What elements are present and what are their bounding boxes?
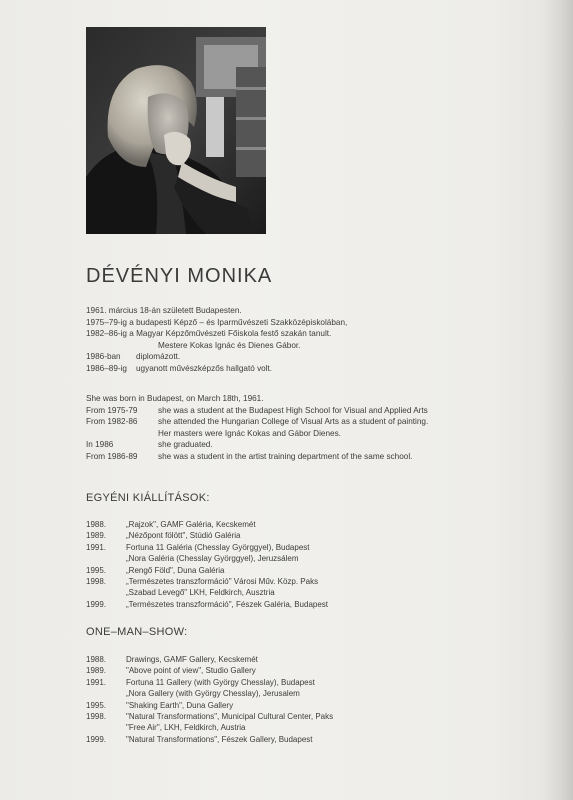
exhibition-text: „Rengő Föld", Duna Galéria: [126, 565, 225, 575]
exhibition-year: 1988.: [86, 520, 107, 529]
exhibition-year: 1988.: [86, 655, 107, 664]
exhibitions-hungarian-list: [86, 519, 328, 610]
list-item: [86, 599, 328, 610]
bio-row: [86, 439, 428, 451]
list-item: [86, 542, 328, 553]
bio-row: [86, 351, 347, 363]
list-item: [86, 722, 333, 733]
bio-text: Mestere Kokas Ignác és Dienes Gábor.: [158, 340, 301, 350]
list-item: [86, 711, 333, 722]
bio-row: [86, 428, 428, 440]
exhibitions-hungarian-heading: EGYÉNI KIÁLLÍTÁSOK:: [86, 492, 210, 504]
exhibition-text: Fortuna 11 Galéria (Chesslay Györggyel), Budapest: [126, 542, 310, 552]
exhibition-text: „Természetes transzformáció" Városi Műv. Közp. Paks: [126, 577, 319, 587]
exhibition-text: „Nézőpont fölött", Stúdió Galéria: [126, 531, 241, 541]
exhibition-text: "Free Air", LKH, Feldkirch, Austria: [126, 723, 246, 733]
exhibition-year: 1989.: [86, 531, 107, 541]
exhibitions-english-list: [86, 654, 333, 745]
exhibition-text: "Natural Transformations", Municipal Cultural Center, Paks: [126, 712, 334, 722]
bio-year: 1986–89-ig: [86, 363, 127, 373]
exhibition-text: „Nora Galéria (Chesslay Györggyel), Jeruzsálem: [126, 554, 299, 564]
bio-year: From 1975-79: [86, 405, 138, 415]
exhibition-year: 1995.: [86, 565, 107, 575]
exhibition-text: „Nora Gallery (with György Chesslay), Jerusalem: [126, 689, 300, 699]
exhibition-year: [86, 553, 126, 564]
bio-year: From 1986-89: [86, 451, 138, 461]
bio-text: 1975–79-ig a budapesti Képző – és Iparművészeti Szakközépiskolában,: [86, 317, 348, 327]
bio-text: 1961. március 18-án született Budapesten.: [86, 306, 242, 315]
bio-row: [86, 363, 347, 375]
exhibition-text: Fortuna 11 Gallery (with György Chesslay), Budapest: [126, 677, 315, 687]
bio-year: 1986-ban: [86, 352, 121, 362]
list-item: [86, 565, 328, 576]
exhibition-text: "Above point of view", Studio Gallery: [126, 666, 256, 676]
list-item: [86, 530, 328, 541]
bio-row: [86, 317, 347, 329]
bio-text: she graduated.: [158, 440, 213, 450]
bio-year: In 1986: [86, 440, 114, 450]
bio-row: [86, 451, 428, 463]
exhibition-year: 1991.: [86, 677, 107, 687]
exhibition-year: 1991.: [86, 542, 107, 552]
bio-text: Her masters were Ignác Kokas and Gábor Dienes.: [158, 428, 341, 438]
list-item: [86, 519, 328, 530]
list-item: [86, 654, 333, 665]
exhibition-year: [86, 587, 126, 598]
list-item: [86, 700, 333, 711]
bio-row: [86, 340, 347, 352]
page-spine-shadow: [543, 0, 573, 800]
exhibition-year: [86, 688, 126, 699]
bio-text: she was a student in the artist training department of the same school.: [158, 451, 413, 461]
exhibition-year: 1998.: [86, 577, 107, 587]
bio-text: She was born in Budapest, on March 18th, 1961.: [86, 394, 264, 403]
bio-text: she attended the Hungarian College of Visual Arts as a student of painting.: [158, 417, 429, 427]
bio-row: [86, 405, 428, 417]
exhibition-text: „Természetes transzformáció", Fészek Galéria, Budapest: [126, 599, 329, 609]
bio-text: ugyanott művészképzős hallgató volt.: [136, 363, 273, 373]
list-item: [86, 677, 333, 688]
exhibition-text: „Szabad Levegő" LKH, Feldkirch, Ausztria: [126, 588, 275, 598]
exhibition-text: Drawings, GAMF Gallery, Kecskemét: [126, 655, 258, 664]
exhibition-year: 1995.: [86, 700, 107, 710]
bio-year: From 1982-86: [86, 417, 138, 427]
bio-text: diplomázott.: [136, 352, 181, 362]
bio-row: [86, 416, 428, 428]
bio-english: [86, 393, 428, 463]
list-item: [86, 553, 328, 564]
exhibition-year: 1989.: [86, 666, 107, 676]
exhibition-year: 1999.: [86, 599, 107, 609]
exhibition-text: "Shaking Earth", Duna Gallery: [126, 700, 234, 710]
exhibition-year: 1998.: [86, 712, 107, 722]
exhibitions-english-heading: ONE–MAN–SHOW:: [86, 626, 188, 638]
artist-name: DÉVÉNYI MONIKA: [86, 265, 273, 287]
exhibition-year: 1999.: [86, 734, 107, 744]
exhibition-text: "Natural Transformations", Fészek Gallery, Budapest: [126, 734, 313, 744]
portrait-photo: [86, 27, 266, 234]
bio-hungarian: [86, 305, 347, 375]
bio-row: [86, 393, 428, 405]
bio-text: she was a student at the Budapest High School for Visual and Applied Arts: [158, 405, 428, 415]
list-item: [86, 665, 333, 676]
exhibition-year: [86, 722, 126, 733]
bio-row: [86, 305, 347, 317]
bio-text: 1982–86-ig a Magyar Képzőművészeti Főiskola festő szakán tanult.: [86, 329, 332, 339]
exhibition-text: „Rajzok", GAMF Galéria, Kecskemét: [126, 520, 256, 529]
list-item: [86, 688, 333, 699]
list-item: [86, 587, 328, 598]
list-item: [86, 576, 328, 587]
bio-row: [86, 328, 347, 340]
list-item: [86, 734, 333, 745]
